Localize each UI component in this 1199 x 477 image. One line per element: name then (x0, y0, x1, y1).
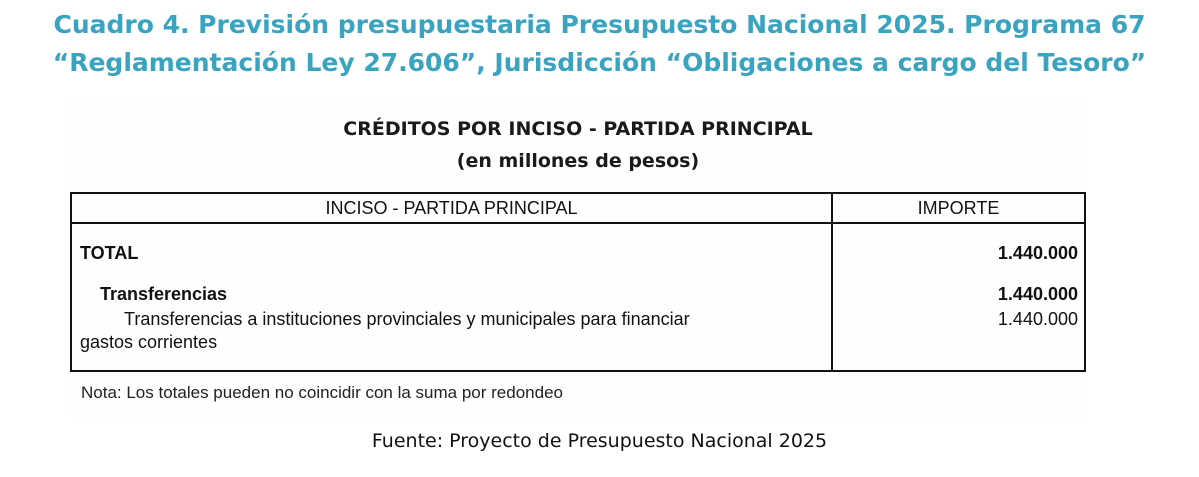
row-total-amount: 1.440.000 (997, 243, 1078, 263)
table-note: Nota: Los totales pueden no coincidir con la suma por redondeo (81, 383, 563, 402)
row-transferencias-amount: 1.440.000 (997, 284, 1078, 304)
header-inciso: INCISO - PARTIDA PRINCIPAL (325, 198, 578, 218)
figure-title-line-2: “Reglamentación Ley 27.606”, Jurisdicción “Obligaciones a cargo del Tesoro” (52, 48, 1147, 77)
row-total-label: TOTAL (80, 243, 139, 263)
figure-title-line-1: Cuadro 4. Previsión presupuestaria Presupuesto Nacional 2025. Programa 67 (53, 10, 1146, 39)
table-header-row (72, 194, 1084, 224)
column-divider (831, 194, 833, 370)
table-subtitle: (en millones de pesos) (456, 150, 700, 172)
row-detail-label-line-2: gastos corrientes (80, 332, 218, 352)
row-detail-label-line-1: Transferencias a instituciones provinciales y municipales para financiar (124, 309, 690, 329)
source-caption: Fuente: Proyecto de Presupuesto Nacional 2025 (371, 430, 828, 452)
figure-title (0, 6, 1199, 82)
row-transferencias-label: Transferencias (100, 284, 228, 304)
header-importe: IMPORTE (917, 198, 1000, 218)
table-title: CRÉDITOS POR INCISO - PARTIDA PRINCIPAL (343, 118, 813, 140)
credits-table (70, 192, 1086, 372)
row-detail-amount: 1.440.000 (997, 309, 1078, 329)
